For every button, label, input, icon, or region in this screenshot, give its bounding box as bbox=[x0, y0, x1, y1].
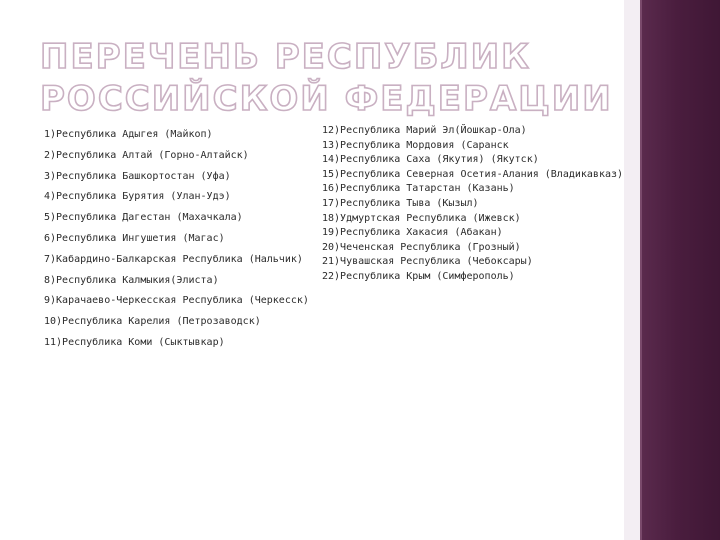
republic-item: 10)Республика Карелия (Петрозаводск) bbox=[44, 316, 261, 328]
republic-item: 19)Республика Хакасия (Абакан) bbox=[322, 227, 503, 239]
republic-item: 11)Республика Коми (Сыктывкар) bbox=[44, 336, 225, 348]
republic-item: 14)Республика Саха (Якутия) (Якутск) bbox=[322, 154, 539, 166]
republic-item: 12)Республика Марий Эл(Йошкар-Ола) bbox=[322, 125, 527, 136]
republics-list-right bbox=[322, 124, 623, 285]
republic-item: 18)Удмуртская Республика (Ижевск) bbox=[322, 212, 521, 224]
slide-title bbox=[40, 36, 613, 120]
republics-list-left bbox=[44, 128, 309, 357]
slide-title-line-2: РОССИЙСКОЙ ФЕДЕРАЦИИ bbox=[40, 79, 613, 119]
republic-item: 20)Чеченская Республика (Грозный) bbox=[322, 241, 521, 253]
republic-item: 13)Республика Мордовия (Саранск bbox=[322, 139, 509, 151]
republic-item: 7)Кабардино-Балкарская Республика (Нальчик) bbox=[44, 253, 303, 265]
republic-item: 21)Чувашская Республика (Чебоксары) bbox=[322, 256, 533, 268]
slide-title-line-1: ПЕРЕЧЕНЬ РЕСПУБЛИК bbox=[40, 37, 531, 77]
republic-item: 2)Республика Алтай (Горно-Алтайск) bbox=[44, 149, 249, 161]
republic-item: 15)Республика Северная Осетия-Алания (Владикавказ) bbox=[322, 168, 624, 180]
republic-item: 9)Карачаево-Черкесская Республика (Черкесск) bbox=[44, 295, 309, 307]
republic-item: 8)Республика Калмыкия(Элиста) bbox=[44, 274, 219, 286]
republic-item: 6)Республика Ингушетия (Магас) bbox=[44, 232, 225, 244]
republic-item: 4)Республика Бурятия (Улан-Удэ) bbox=[44, 191, 231, 203]
republic-item: 1)Республика Адыгея (Майкоп) bbox=[44, 129, 213, 140]
republic-item: 17)Республика Тыва (Кызыл) bbox=[322, 197, 479, 209]
side-band-decoration bbox=[642, 0, 720, 540]
republic-item: 16)Республика Татарстан (Казань) bbox=[322, 183, 515, 195]
republic-item: 3)Республика Башкортостан (Уфа) bbox=[44, 170, 231, 182]
republic-item: 5)Республика Дагестан (Махачкала) bbox=[44, 212, 243, 224]
republic-item: 22)Республика Крым (Симферополь) bbox=[322, 270, 515, 282]
